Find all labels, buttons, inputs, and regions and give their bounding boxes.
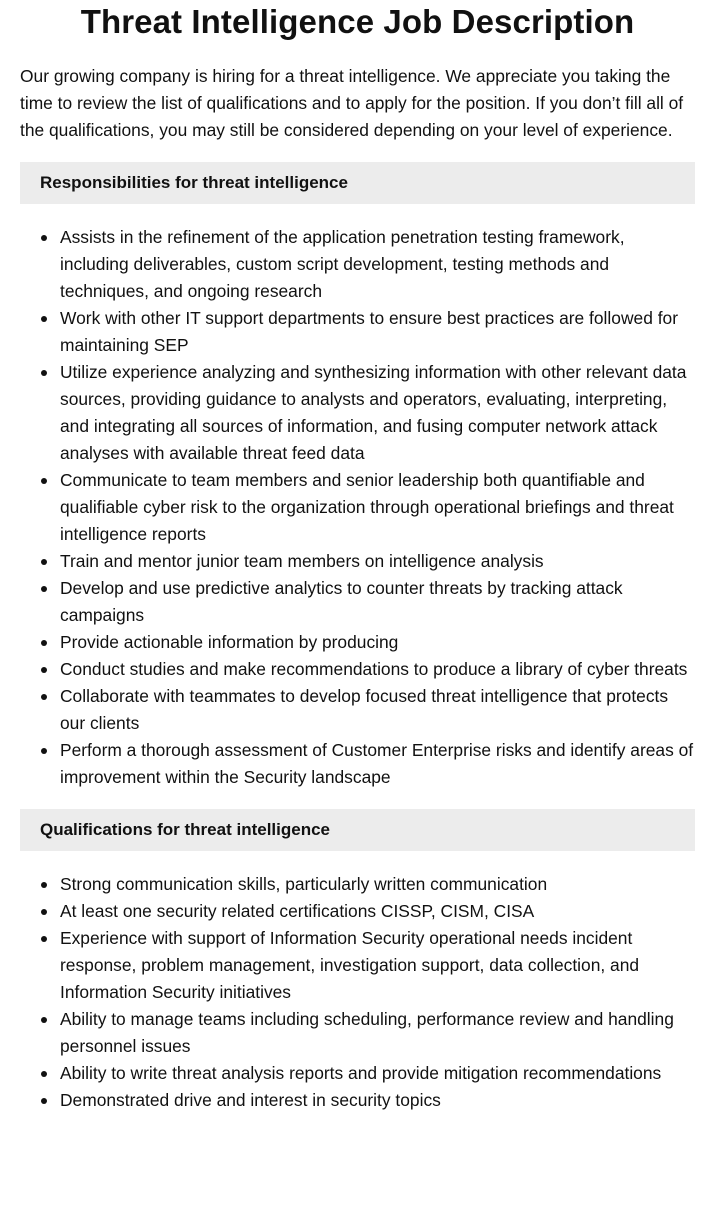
list-item-text: Utilize experience analyzing and synthesizing information with other relevant data sources, providing guidance to analysts and operators, evaluating, interpreting, and integrating all sources of information, and fusing computer network attack analyses with available threat feed data [60, 362, 687, 463]
bullet-icon [41, 694, 47, 700]
list-item-text: Provide actionable information by producing [60, 632, 399, 652]
list-item [20, 548, 695, 575]
list-item [20, 575, 695, 629]
list-item [20, 1006, 695, 1060]
responsibilities-list [20, 224, 695, 791]
list-item-text: Work with other IT support departments to ensure best practices are followed for maintaining SEP [60, 308, 678, 355]
list-item-text: Experience with support of Information Security operational needs incident response, problem management, investigation support, data collection, and Information Security initiatives [60, 928, 640, 1002]
list-item-text: Conduct studies and make recommendations to produce a library of cyber threats [60, 659, 688, 679]
list-item-text: Ability to write threat analysis reports and provide mitigation recommendations [60, 1063, 662, 1083]
list-item-text: Train and mentor junior team members on intelligence analysis [60, 551, 544, 571]
list-item-text: Strong communication skills, particularly written communication [60, 874, 548, 894]
bullet-icon [41, 748, 47, 754]
list-item [20, 683, 695, 737]
list-item-text: Develop and use predictive analytics to counter threats by tracking attack campaigns [60, 578, 623, 625]
bullet-icon [41, 235, 47, 241]
qualifications-list [20, 871, 695, 1114]
list-item [20, 898, 695, 925]
list-item [20, 656, 695, 683]
bullet-icon [41, 316, 47, 322]
list-item-text: Ability to manage teams including scheduling, performance review and handling personnel issues [60, 1009, 674, 1056]
list-item [20, 467, 695, 548]
bullet-icon [41, 667, 47, 673]
bullet-icon [41, 882, 47, 888]
list-item-text: Assists in the refinement of the application penetration testing framework, including deliverables, custom script development, testing methods and techniques, and ongoing research [60, 227, 625, 301]
bullet-icon [41, 586, 47, 592]
list-item-text: Communicate to team members and senior leadership both quantifiable and qualifiable cyber risk to the organization through operational briefings and threat intelligence reports [60, 470, 674, 544]
bullet-icon [41, 936, 47, 942]
page-title: Threat Intelligence Job Description [80, 3, 635, 40]
list-item [20, 737, 695, 791]
intro-paragraph: Our growing company is hiring for a threat intelligence. We appreciate you taking the time to review the list of qualifications and to apply for the position. If you don’t fill all of the qualifications, you may still be considered depending on your level of experience. [20, 66, 684, 140]
bullet-icon [41, 1071, 47, 1077]
list-item-text: Collaborate with teammates to develop focused threat intelligence that protects our clients [60, 686, 669, 733]
bullet-icon [41, 909, 47, 915]
bullet-icon [41, 1017, 47, 1023]
responsibilities-heading: Responsibilities for threat intelligence [20, 162, 695, 204]
bullet-icon [41, 478, 47, 484]
list-item [20, 871, 695, 898]
bullet-icon [41, 640, 47, 646]
bullet-icon [41, 559, 47, 565]
list-item [20, 629, 695, 656]
list-item [20, 224, 695, 305]
list-item-text: Perform a thorough assessment of Customer Enterprise risks and identify areas of improvement within the Security landscape [60, 740, 694, 787]
list-item [20, 1087, 695, 1114]
list-item [20, 1060, 695, 1087]
list-item [20, 359, 695, 467]
bullet-icon [41, 370, 47, 376]
qualifications-heading: Qualifications for threat intelligence [20, 809, 695, 851]
list-item [20, 305, 695, 359]
bullet-icon [41, 1098, 47, 1104]
list-item-text: Demonstrated drive and interest in security topics [60, 1090, 441, 1110]
list-item-text: At least one security related certifications CISSP, CISM, CISA [60, 901, 535, 921]
list-item [20, 925, 695, 1006]
